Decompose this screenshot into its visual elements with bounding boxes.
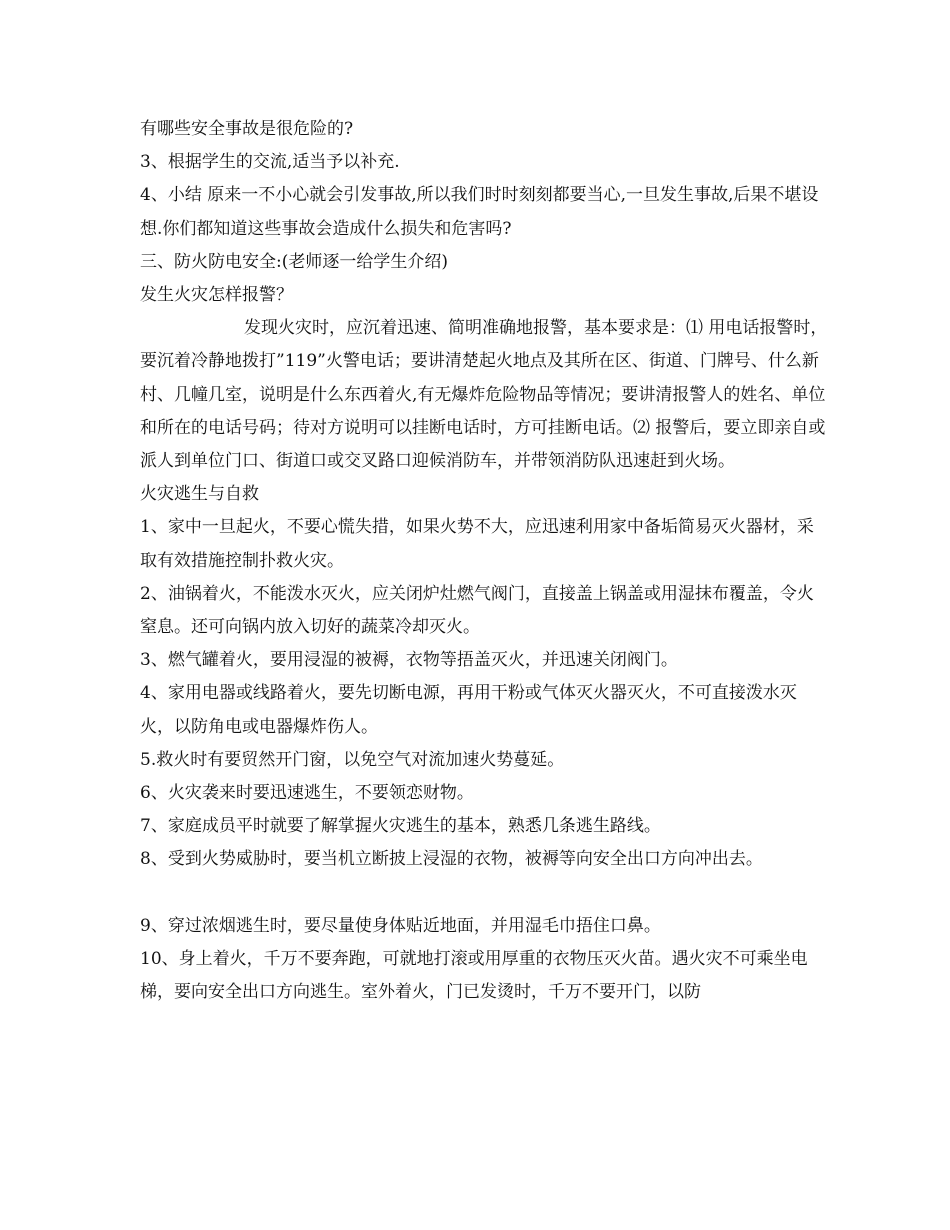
document-body (140, 113, 830, 1009)
list-item-7: 7、家庭成员平时就要了解掌握火灾逃生的基本，熟悉几条逃生路线。 (140, 816, 661, 837)
list-item-8: 8、受到火势威胁时，要当机立断披上浸湿的衣物，被褥等向安全出口方向冲出去。 (140, 849, 763, 870)
paragraph-question-dangerous-accidents: 有哪些安全事故是很危险的? (140, 119, 354, 139)
list-item-4: 4、家用电器或线路着火，要先切断电源，再用干粉或气体灭火器灭火，不可直接泼水灭火，以防角电或电器爆炸伤人。 (140, 683, 797, 737)
list-item-10: 10、身上着火，千万不要奔跑，可就地打滚或用厚重的衣物压灭火苗。遇火灾不可乘坐电梯，要向安全出口方向逃生。室外着火，门已发烫时，千万不要开门，以防 (140, 948, 808, 1003)
list-item-2: 2、油锅着火，不能泼水灭火，应关闭炉灶燃气阀门，直接盖上锅盖或用湿抹布覆盖，令火窒息。还可向锅内放入切好的蔬菜冷却灭火。 (140, 583, 814, 638)
list-item-1: 1、家中一旦起火，不要心慌失措，如果火势不大，应迅速利用家中备垢简易灭火器材，采取有效措施控制扑救火灾。 (140, 517, 814, 571)
subheading-how-to-report-fire: 发生火灾怎样报警？ (140, 285, 293, 306)
subheading-fire-escape-self-rescue: 火灾逃生与自救 (140, 484, 259, 505)
list-item-5: 5.救火时有要贸然开门窗，以免空气对流加速火势蔓延。 (140, 749, 565, 770)
list-item-9: 9、穿过浓烟逃生时，要尽量使身体贴近地面，并用湿毛巾捂住口鼻。 (140, 915, 661, 936)
paragraph-fire-reporting: 发现火灾时，应沉着迅速、简明准确地报警，基本要求是：⑴ 用电话报警时，要沉着冷静地拨打”119”火警电话；要讲清楚起火地点及其所在区、街道、门牌号、什么新村、几幢几室，说明是什么东西着火,有无爆炸危险物品等情况；要讲清报警人的姓名、单位和所在的电话号码；待对方说明可以挂断电话时，方可挂断电话。⑵ 报警后，要立即亲自或派人到单位门口、街道口或交叉路口迎候消防车，并带领消防队迅速赶到火场。 (140, 318, 828, 472)
section-heading-fire-electric-safety: 三、防火防电安全:(老师逐一给学生介绍) (140, 251, 448, 272)
list-item-3: 3、燃气罐着火，要用浸湿的被褥，衣物等捂盖灭火，并迅速关闭阀门。 (140, 650, 678, 671)
paragraph-step-4-summary: 4、小结 原来一不小心就会引发事故,所以我们时时刻刻都要当心,一旦发生事故,后果不堪设想.你们都知道这些事故会造成什么损失和危害吗? (140, 185, 819, 239)
list-item-6: 6、火灾袭来时要迅速逃生，不要领恋财物。 (140, 783, 474, 804)
paragraph-step-3: 3、根据学生的交流,适当予以补充. (140, 152, 400, 173)
blank-line (140, 877, 830, 910)
